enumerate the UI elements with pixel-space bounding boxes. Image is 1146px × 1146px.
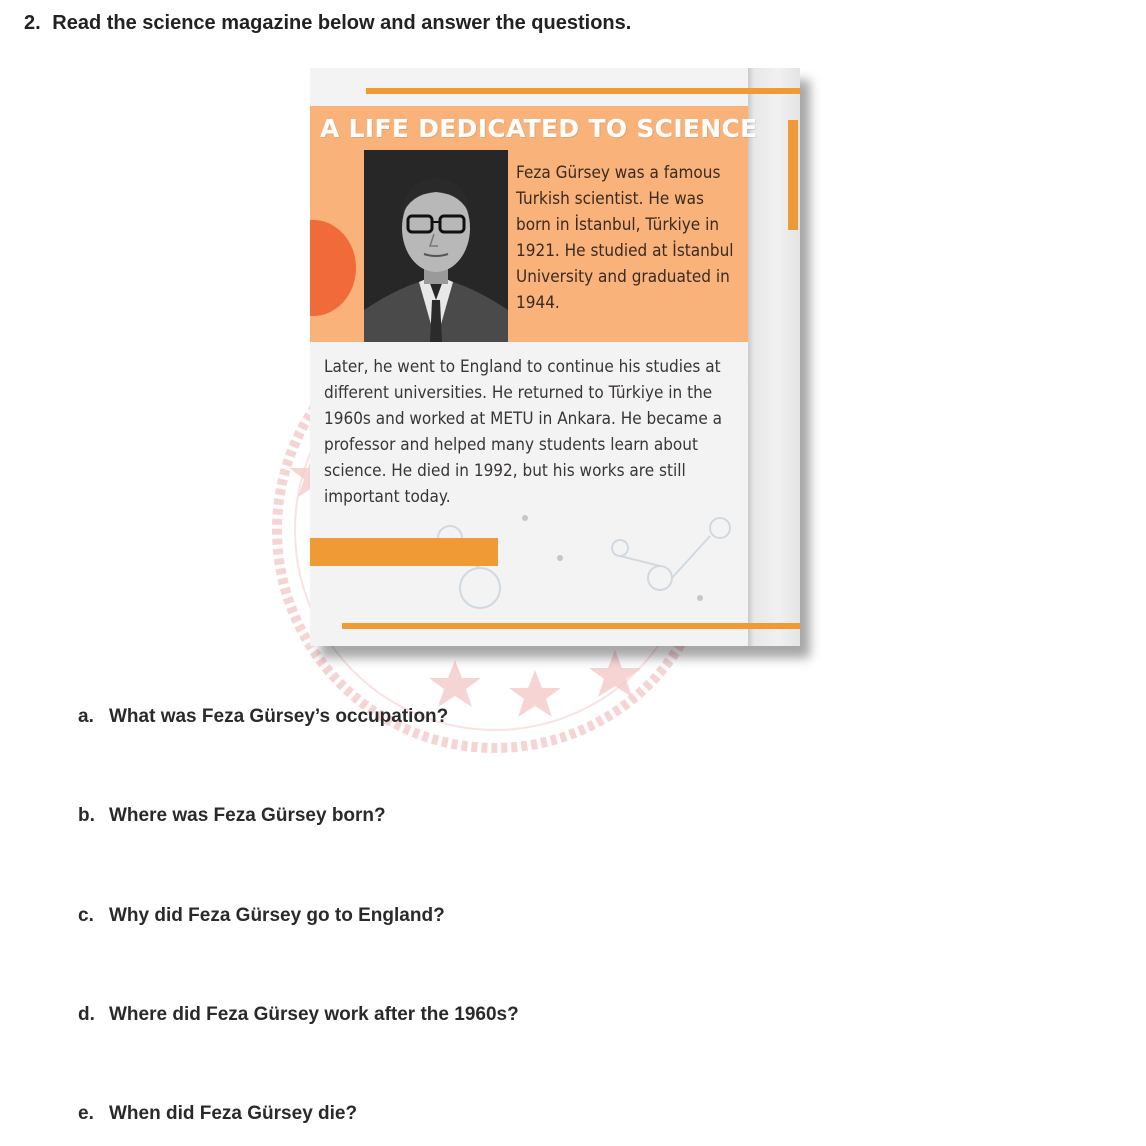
question-text: What was Feza Gürsey’s occupation?	[109, 706, 449, 727]
portrait-photo	[364, 150, 508, 342]
question-d	[78, 1004, 519, 1026]
instruction	[24, 12, 631, 35]
question-letter: a.	[78, 706, 94, 727]
magazine-title: A LIFE DEDICATED TO SCIENCE	[320, 114, 758, 143]
question-b	[78, 805, 386, 827]
question-c	[78, 905, 445, 927]
question-text: Why did Feza Gürsey go to England?	[109, 905, 445, 926]
question-letter: c.	[78, 905, 94, 926]
top-rule	[366, 88, 800, 94]
question-letter: d.	[78, 1004, 95, 1025]
question-letter: e.	[78, 1103, 94, 1124]
question-text: Where did Feza Gürsey work after the 1960s?	[109, 1004, 519, 1025]
body-text: Later, he went to England to continue his studies at different universities. He returned to Türkiye in the 1960s and worked at METU in Ankara. He became a professor and helped many students learn about science. He died in 1992, but his works are still important today.	[324, 357, 722, 507]
magazine-page	[310, 68, 800, 646]
question-text: Where was Feza Gürsey born?	[109, 805, 386, 826]
spine-tab	[788, 120, 798, 230]
question-a	[78, 706, 448, 728]
instruction-number: 2.	[24, 12, 41, 34]
bottom-rule	[342, 623, 800, 629]
magazine-spine	[748, 68, 800, 646]
intro-text: Feza Gürsey was a famous Turkish scientist. He was born in İstanbul, Türkiye in 1921. He studied at İstanbul University and graduated in 1944.	[516, 163, 734, 313]
orange-bar	[310, 538, 498, 566]
question-letter: b.	[78, 805, 95, 826]
question-e	[78, 1103, 357, 1125]
question-text: When did Feza Gürsey die?	[109, 1103, 358, 1124]
instruction-text: Read the science magazine below and answer the questions.	[52, 12, 632, 34]
